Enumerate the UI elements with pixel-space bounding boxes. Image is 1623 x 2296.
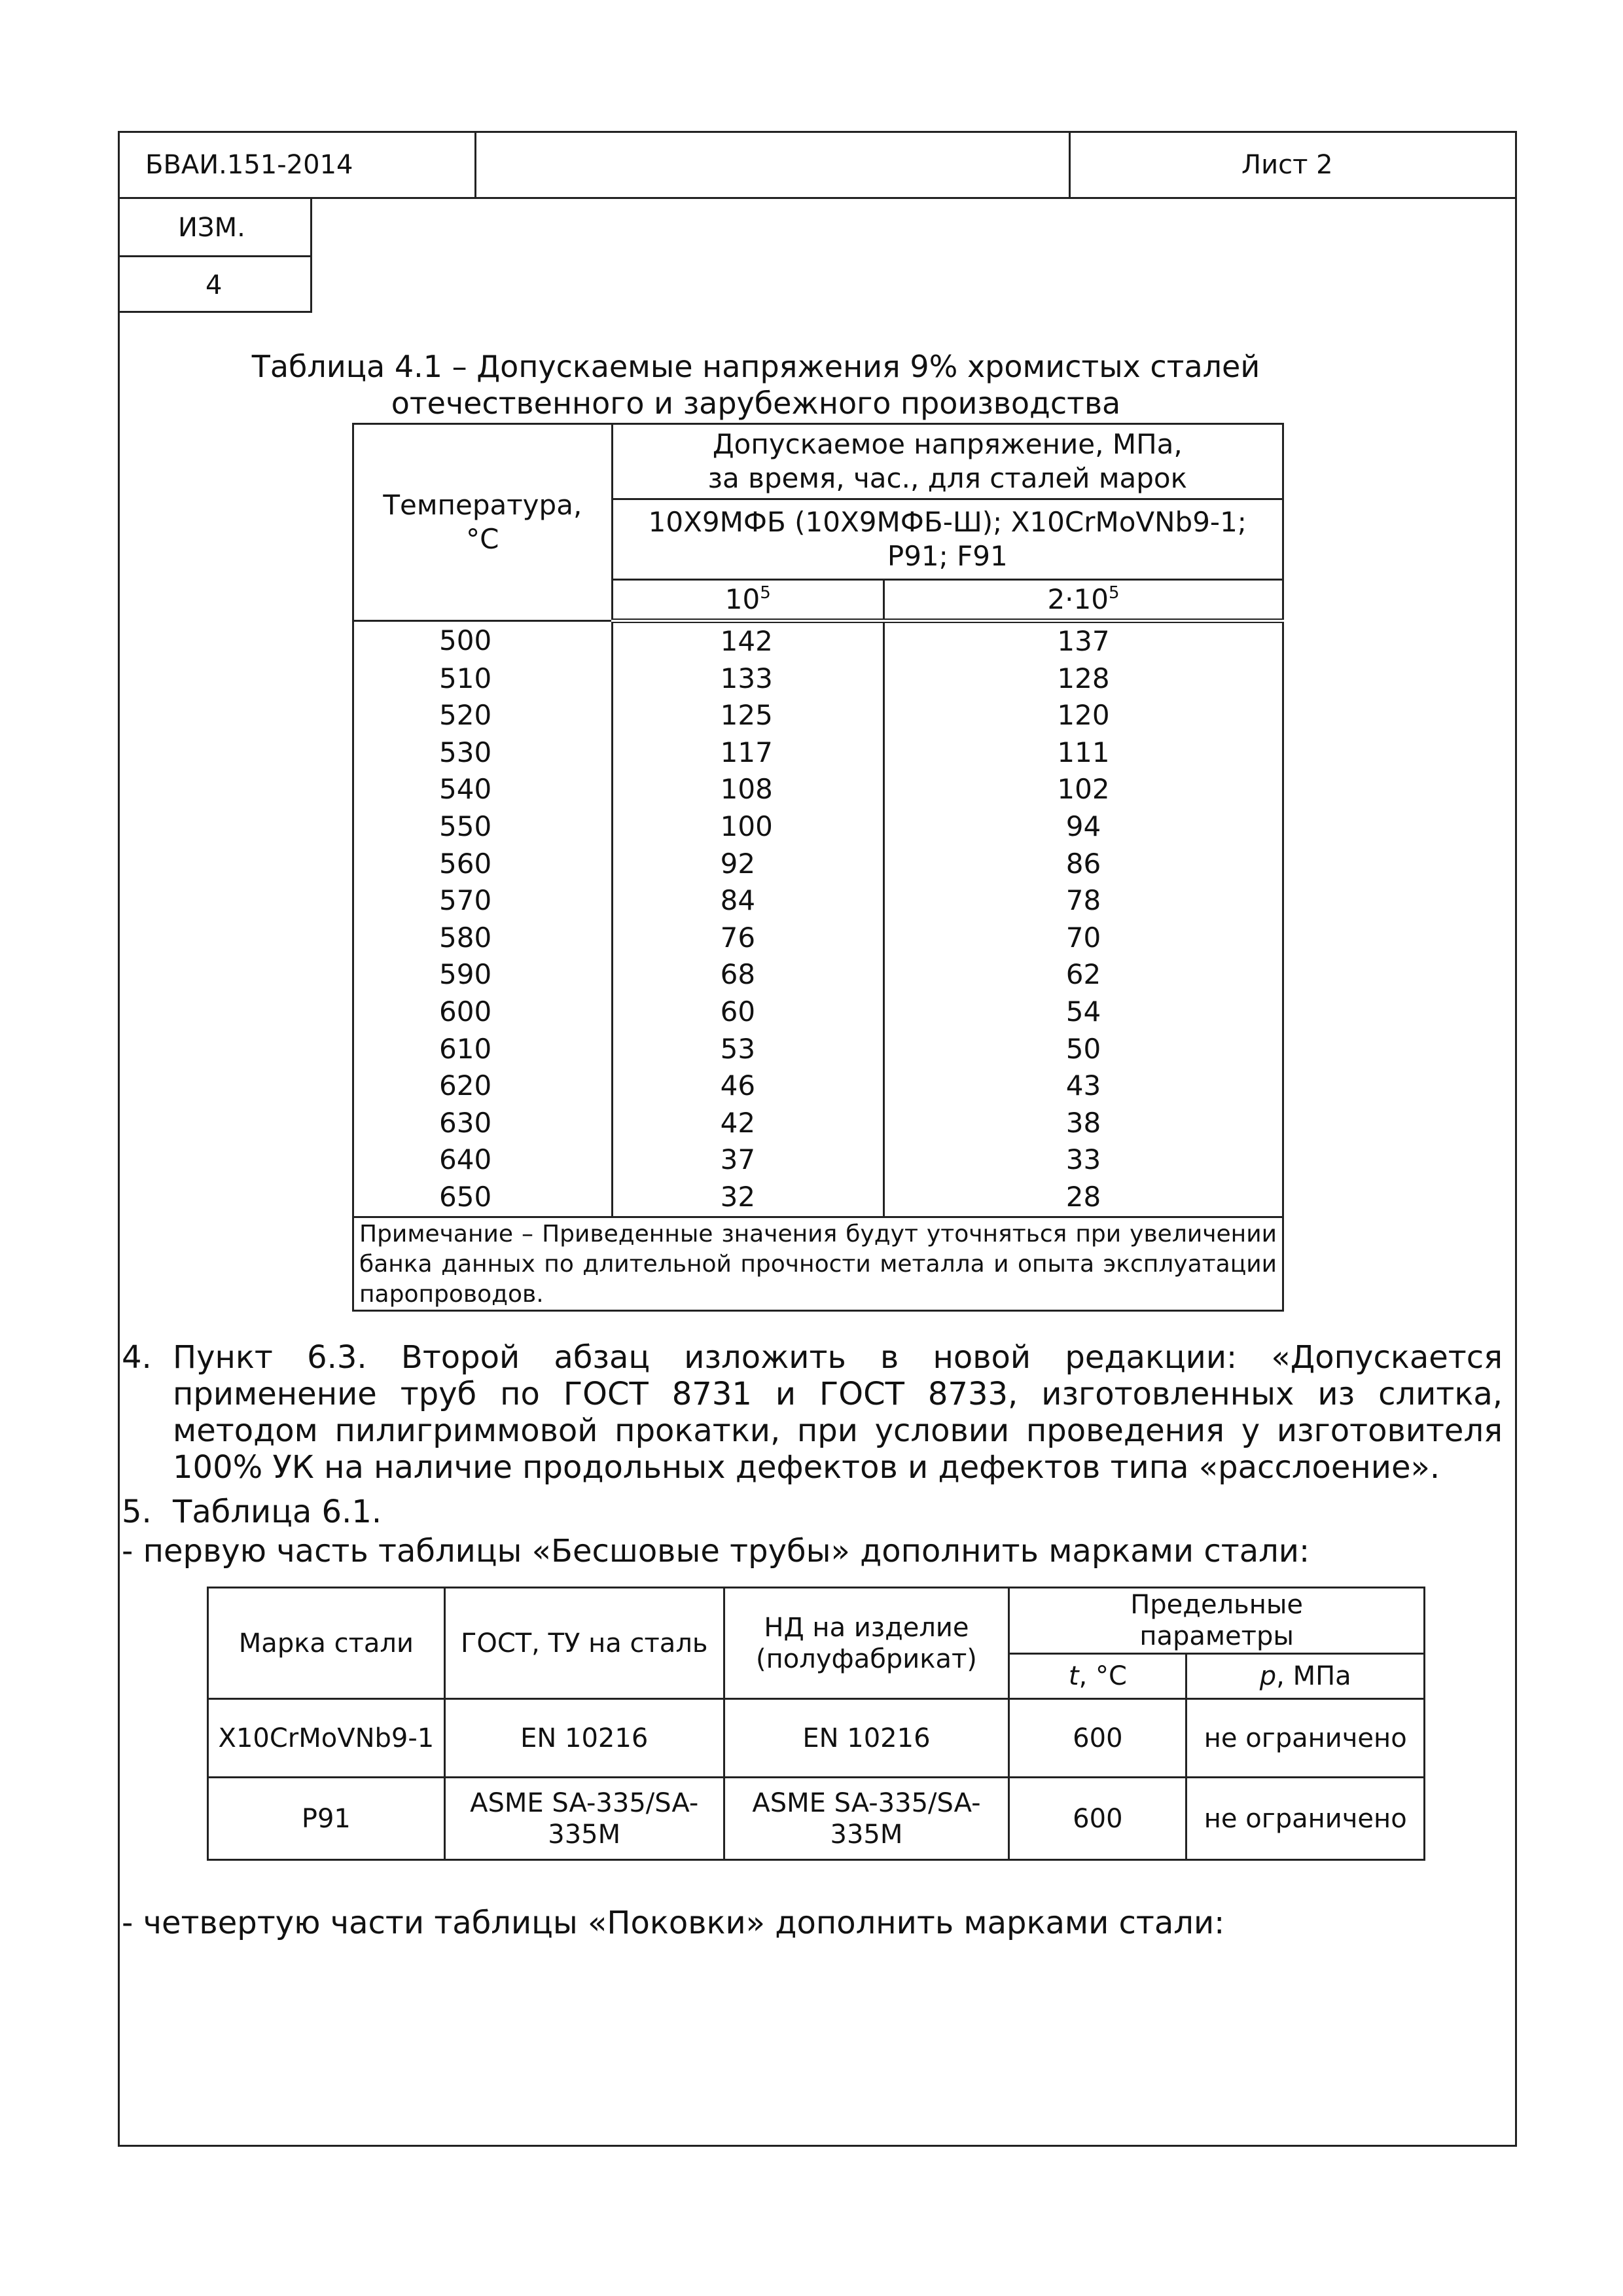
table41-cell-stress-1e5: 133 xyxy=(612,660,883,698)
list-item-number: 4. xyxy=(122,1339,152,1376)
table61-cell-gost-line2: 335M xyxy=(548,1819,621,1850)
table61-cell-nd-line1: EN 10216 xyxy=(802,1723,931,1753)
table41-title-line2: отечественного и зарубежного производства xyxy=(391,386,1121,421)
table61-cell-t: 600 xyxy=(1009,1778,1186,1860)
table61-cell-t: 600 xyxy=(1009,1699,1186,1778)
table41 xyxy=(352,423,1284,1312)
table-row xyxy=(353,994,1283,1031)
table41-cell-temperature: 520 xyxy=(353,697,613,734)
table41-group-header-line1: Допускаемое напряжение, МПа, xyxy=(712,428,1183,460)
table-row xyxy=(353,771,1283,808)
table41-cell-stress-1e5: 117 xyxy=(612,734,883,772)
table41-cell-temperature: 570 xyxy=(353,882,613,920)
table41-cell-stress-2e5: 62 xyxy=(883,956,1283,994)
table41-cell-temperature: 650 xyxy=(353,1179,613,1217)
table41-cell-stress-2e5: 43 xyxy=(883,1067,1283,1105)
table61-cell-gost-line1: EN 10216 xyxy=(520,1723,649,1753)
table-row xyxy=(353,1105,1283,1142)
table61-cell-nd xyxy=(724,1778,1009,1860)
table41-cell-stress-2e5: 28 xyxy=(883,1179,1283,1217)
table41-grades-header-line2: P91; F91 xyxy=(887,540,1008,572)
table41-cell-stress-2e5: 33 xyxy=(883,1141,1283,1179)
table61-col-t-symbol: t xyxy=(1068,1661,1079,1691)
table61-cell-nd-line2: 335M xyxy=(830,1819,903,1850)
table61-col-limits xyxy=(1009,1588,1425,1654)
table41-cell-stress-2e5: 111 xyxy=(883,734,1283,772)
table41-cell-stress-1e5: 60 xyxy=(612,994,883,1031)
table41-cell-temperature: 510 xyxy=(353,660,613,698)
table-row xyxy=(353,920,1283,957)
table41-cell-stress-2e5: 54 xyxy=(883,994,1283,1031)
table41-cell-temperature: 590 xyxy=(353,956,613,994)
header-rev-label: ИЗМ. xyxy=(178,213,245,243)
table-row xyxy=(353,621,1283,660)
table61-cell-grade: P91 xyxy=(208,1778,445,1860)
table-row xyxy=(353,734,1283,772)
table41-cell-temperature: 550 xyxy=(353,808,613,846)
table41-cell-stress-2e5: 50 xyxy=(883,1031,1283,1068)
header-middle-cell xyxy=(474,131,1071,199)
table41-cell-stress-2e5: 102 xyxy=(883,771,1283,808)
table41-col-temperature-line2: °С xyxy=(466,523,499,555)
table-row xyxy=(208,1778,1425,1860)
table61-col-limits-line2: параметры xyxy=(1139,1621,1294,1651)
paragraph-forgings: - четвертую части таблицы «Поковки» дополнить марками стали: xyxy=(122,1905,1225,1941)
table-row xyxy=(353,1179,1283,1217)
table41-cell-stress-2e5: 70 xyxy=(883,920,1283,957)
list-item-number: 5. xyxy=(122,1494,152,1530)
table41-cell-stress-2e5: 78 xyxy=(883,882,1283,920)
table-row xyxy=(353,697,1283,734)
table41-group-header xyxy=(612,424,1283,499)
table41-title-line1: Таблица 4.1 – Допускаемые напряжения 9% хромистых сталей xyxy=(251,349,1260,384)
list-item-text: Пункт 6.3. Второй абзац изложить в новой редакции: «Допускается применение труб по ГОСТ 8731 и ГОСТ 8733, изготовленных из слитка, методом пилигриммовой прокатки, при условии проведения у изготовителя 100% УК на наличие продольных дефектов и дефектов типа «расслоение». xyxy=(173,1339,1503,1486)
table61-cell-nd-line1: ASME SA-335/SA- xyxy=(752,1787,981,1818)
table41-cell-temperature: 530 xyxy=(353,734,613,772)
table61-col-p-unit: , МПа xyxy=(1276,1661,1351,1691)
table41-cell-temperature: 640 xyxy=(353,1141,613,1179)
table41-cell-stress-2e5: 128 xyxy=(883,660,1283,698)
table41-cell-stress-1e5: 125 xyxy=(612,697,883,734)
table41-cell-temperature: 620 xyxy=(353,1067,613,1105)
table41-col-time1-base: 10 xyxy=(724,583,760,615)
table-row xyxy=(208,1699,1425,1778)
table41-cell-stress-1e5: 84 xyxy=(612,882,883,920)
table61-cell-grade: X10CrMoVNb9-1 xyxy=(208,1699,445,1778)
table41-col-time1-exp: 5 xyxy=(760,583,771,603)
list-item-4 xyxy=(122,1339,1503,1486)
table41-col-time1 xyxy=(612,580,883,621)
table61-cell-gost-line1: ASME SA-335/SA- xyxy=(470,1787,699,1818)
table-row xyxy=(353,1067,1283,1105)
table41-col-temperature xyxy=(353,424,613,621)
table41-grades-header-line1: 10Х9МФБ (10Х9МФБ-Ш); X10CrMoVNb9-1; xyxy=(648,506,1247,538)
table41-cell-temperature: 580 xyxy=(353,920,613,957)
table41-col-time2 xyxy=(883,580,1283,621)
table61-cell-gost xyxy=(444,1699,724,1778)
table61-col-nd xyxy=(724,1588,1009,1699)
table41-body xyxy=(353,621,1283,1217)
table41-cell-stress-2e5: 86 xyxy=(883,846,1283,883)
table41-cell-stress-1e5: 100 xyxy=(612,808,883,846)
table41-cell-stress-1e5: 32 xyxy=(612,1179,883,1217)
table-row xyxy=(353,882,1283,920)
table-row xyxy=(353,660,1283,698)
header-sheet: Лист 2 xyxy=(1241,150,1333,180)
table41-cell-stress-1e5: 68 xyxy=(612,956,883,994)
table41-cell-stress-2e5: 94 xyxy=(883,808,1283,846)
table41-cell-stress-2e5: 137 xyxy=(883,621,1283,660)
table61 xyxy=(207,1587,1425,1861)
table61-cell-gost xyxy=(444,1778,724,1860)
table61-col-p xyxy=(1186,1654,1425,1699)
table-row xyxy=(353,808,1283,846)
table61-col-nd-line2: (полуфабрикат) xyxy=(756,1643,977,1674)
table-row xyxy=(353,956,1283,994)
paragraph-seamless-pipes: - первую часть таблицы «Бесшовые трубы» дополнить марками стали: xyxy=(122,1533,1310,1570)
table41-cell-stress-1e5: 92 xyxy=(612,846,883,883)
table61-cell-nd xyxy=(724,1699,1009,1778)
table41-cell-temperature: 610 xyxy=(353,1031,613,1068)
table41-col-time2-base: 2·10 xyxy=(1047,583,1109,615)
table61-cell-p: не ограничено xyxy=(1186,1778,1425,1860)
table61-col-limits-line1: Предельные xyxy=(1130,1590,1304,1620)
table41-grades-header xyxy=(612,499,1283,580)
table41-cell-stress-1e5: 76 xyxy=(612,920,883,957)
table61-col-grade: Марка стали xyxy=(208,1588,445,1699)
table61-col-p-symbol: p xyxy=(1259,1661,1277,1691)
table41-col-temperature-line1: Температура, xyxy=(383,489,582,521)
table41-cell-stress-2e5: 120 xyxy=(883,697,1283,734)
table41-cell-stress-1e5: 53 xyxy=(612,1031,883,1068)
table61-col-t xyxy=(1009,1654,1186,1699)
table41-cell-temperature: 630 xyxy=(353,1105,613,1142)
header-rev-value: 4 xyxy=(205,270,223,300)
table41-group-header-line2: за время, час., для сталей марок xyxy=(707,462,1187,494)
table41-cell-temperature: 560 xyxy=(353,846,613,883)
table41-cell-stress-1e5: 46 xyxy=(612,1067,883,1105)
table-row xyxy=(353,1031,1283,1068)
table41-cell-temperature: 540 xyxy=(353,771,613,808)
table-row xyxy=(353,846,1283,883)
table41-cell-stress-1e5: 108 xyxy=(612,771,883,808)
table41-cell-stress-1e5: 37 xyxy=(612,1141,883,1179)
header-doc-code: БВАИ.151-2014 xyxy=(145,150,353,180)
table41-cell-stress-2e5: 38 xyxy=(883,1105,1283,1142)
table41-col-time2-exp: 5 xyxy=(1108,583,1120,603)
table41-cell-temperature: 500 xyxy=(353,621,613,660)
list-item-5 xyxy=(122,1494,1503,1530)
table61-col-t-unit: , °С xyxy=(1079,1661,1127,1691)
table-row xyxy=(353,1141,1283,1179)
table61-cell-p: не ограничено xyxy=(1186,1699,1425,1778)
table61-col-nd-line1: НД на изделие xyxy=(764,1612,969,1643)
table61-col-gost: ГОСТ, ТУ на сталь xyxy=(444,1588,724,1699)
table41-cell-stress-1e5: 42 xyxy=(612,1105,883,1142)
table41-cell-stress-1e5: 142 xyxy=(612,621,883,660)
list-item-text: Таблица 6.1. xyxy=(173,1494,382,1530)
table41-cell-temperature: 600 xyxy=(353,994,613,1031)
table41-note: Примечание – Приведенные значения будут уточняться при увеличении банка данных по длительной прочности металла и опыта эксплуатации паропроводов. xyxy=(353,1217,1283,1310)
